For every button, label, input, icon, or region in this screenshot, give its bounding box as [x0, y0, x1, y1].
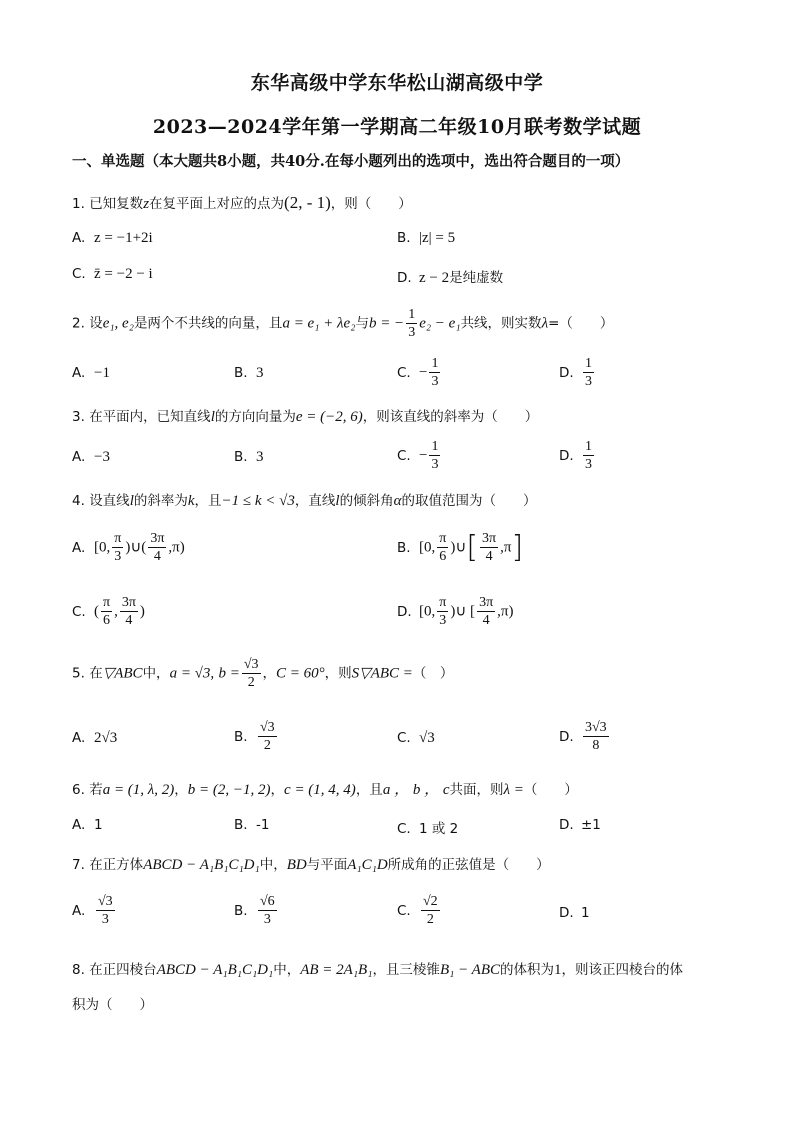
q2-option-a[interactable]: A. −1 — [72, 365, 110, 381]
q6-option-b[interactable]: B. -1 — [234, 817, 270, 833]
q2-option-b-text: 3 — [256, 365, 264, 381]
q2-option-c[interactable]: C. − $\frac{1}{3}$ — [397, 356, 439, 389]
q2-expr-b-post: e₂ − e₁ — [419, 315, 461, 332]
question-8: 8. 在正四棱台ABCD − A₁B₁C₁D₁中，AB = 2A₁B₁，且三棱锥B₁ − ABC的体积为1，则该正四棱台的体 — [72, 962, 683, 978]
q4-option-a[interactable]: A. [0, $\frac{\pi}{3}$ )∪( $\frac{3\pi}{4}$ ,π) — [72, 531, 185, 564]
q1-var: z — [143, 196, 150, 212]
q2-text-c: 与 — [355, 315, 369, 332]
q3-number: 3. — [72, 409, 85, 425]
q5-number: 5. — [72, 665, 85, 682]
q2-expr-a: a = e₁ + λe₂ — [282, 315, 356, 332]
question-8-line2: 积为（ ） — [72, 997, 153, 1013]
exam-title: 2023—2024学年第一学期高二年级10月联考数学试题 — [152, 116, 642, 138]
question-6: 6. 若a = (1, λ, 2)，b = (2, −1, 2)，c = (1, 4, 4)，且a ， b ， c共面，则λ =（ ） — [72, 782, 578, 798]
q2-text-b: 是两个不共线的向量，且 — [133, 315, 283, 332]
q4-option-d[interactable]: D. [0, $\frac{\pi}{3}$ )∪ [ $\frac{3\pi}{4}$ ,π) — [397, 595, 514, 628]
q3-option-c[interactable]: C. − $\frac{1}{3}$ — [397, 439, 439, 472]
q1-option-d-text: 是纯虚数 — [449, 270, 504, 286]
school-title: 东华高级中学东华松山湖高级中学 — [250, 72, 544, 94]
q2-option-d[interactable]: D. $\frac{1}{3}$ — [559, 356, 592, 389]
q7-number: 7. — [72, 857, 85, 873]
q1-point: (2, - 1) — [284, 193, 331, 212]
q5-option-c[interactable]: C. √3 — [397, 730, 435, 746]
question-7: 7. 在正方体ABCD − A₁B₁C₁D₁中，BD与平面A₁C₁D所成角的正弦值是（ ） — [72, 857, 550, 873]
q4-option-b[interactable]: B. [0, $\frac{\pi}{6}$ )∪[ $\frac{3\pi}{4}$ ,π] — [397, 530, 524, 565]
q2-text-e: =（ ） — [548, 315, 614, 332]
q1-option-c-text: z̄ = −2 − i — [94, 266, 153, 282]
q1-option-d-math: z − 2 — [419, 270, 450, 286]
q1-option-d[interactable]: D. z − 2是纯虚数 — [397, 270, 504, 286]
q2-lambda: λ — [541, 315, 549, 332]
q1-option-c[interactable]: C. z̄ = −2 − i — [72, 266, 153, 282]
q1-text-a: 已知复数 — [89, 196, 144, 212]
q4-option-c[interactable]: C. ( $\frac{\pi}{6}$ , $\frac{3\pi}{4}$ ) — [72, 595, 145, 628]
q7-option-b[interactable]: B. $\frac{√6}{3}$ — [234, 894, 275, 927]
q3-text-c: ，则该直线的斜率为（ ） — [362, 409, 539, 425]
q6-number: 6. — [72, 782, 85, 798]
q5-option-b[interactable]: B. $\frac{√3}{2}$ — [234, 720, 275, 753]
q1-number: 1. — [72, 196, 85, 212]
question-3 — [72, 405, 538, 426]
q3-expr: e = (−2, 6) — [295, 409, 363, 425]
q5-option-d[interactable]: D. $\frac{3√3}{8}$ — [559, 720, 607, 753]
section-heading: 一、单选题（本大题共8小题，共40分.在每小题列出的选项中，选出符合题目的一项） — [72, 153, 630, 170]
q1-option-b[interactable]: B. |z| = 5 — [397, 230, 456, 246]
q6-option-c[interactable]: C. 1 或 2 — [397, 821, 459, 837]
q5-option-a[interactable]: A. 2√3 — [72, 730, 118, 746]
q4-number: 4. — [72, 493, 85, 509]
q1-option-a-text: z = −1+2i — [94, 230, 153, 246]
q3-option-b[interactable]: B. 3 — [234, 449, 264, 465]
q6-option-a[interactable]: A. 1 — [72, 817, 103, 833]
q2-text-d: 共线，则实数 — [460, 315, 542, 332]
q2-option-a-text: −1 — [94, 365, 110, 381]
q2-text-a: 设 — [89, 315, 103, 332]
q3-option-d[interactable]: D. $\frac{1}{3}$ — [559, 439, 592, 472]
q1-option-b-text: |z| = 5 — [419, 230, 456, 246]
q8-number: 8. — [72, 962, 85, 978]
q2-number: 2. — [72, 315, 85, 332]
question-1 — [72, 192, 412, 213]
q1-option-a[interactable]: A. z = −1+2i — [72, 230, 153, 246]
q2-fraction: $\frac{1}{3}$ — [408, 307, 416, 340]
q2-option-b[interactable]: B. 3 — [234, 365, 264, 381]
q3-text-b: 的方向向量为 — [214, 409, 296, 425]
q2-expr-b-pre: b = − — [368, 315, 405, 332]
question-2 — [72, 306, 613, 341]
q7-option-a[interactable]: A. $\frac{√3}{3}$ — [72, 894, 113, 927]
q1-text-b: 在复平面上对应的点为 — [149, 196, 285, 212]
q2-vectors: e₁, e₂ — [102, 315, 134, 332]
q1-text-c: ，则（ ） — [330, 196, 412, 212]
q7-option-c[interactable]: C. $\frac{√2}{2}$ — [397, 894, 438, 927]
q3-l: l — [210, 409, 215, 425]
q3-text-a: 在平面内，已知直线 — [89, 409, 211, 425]
q7-option-d[interactable]: D. 1 — [559, 905, 590, 921]
q3-option-a[interactable]: A. −3 — [72, 449, 110, 465]
question-4: 4. 设直线l的斜率为k，且−1 ≤ k < √3，直线l的倾斜角α的取值范围为（ ） — [72, 493, 537, 509]
q6-option-d[interactable]: D. ±1 — [559, 817, 601, 833]
question-5: 5. 在▽ABC中，a = √3, b = $\frac{√3}{2}$ ，C = 60°，则S▽ABC =（ ） — [72, 657, 454, 690]
q4-inequality: −1 ≤ k < √3 — [221, 493, 295, 509]
